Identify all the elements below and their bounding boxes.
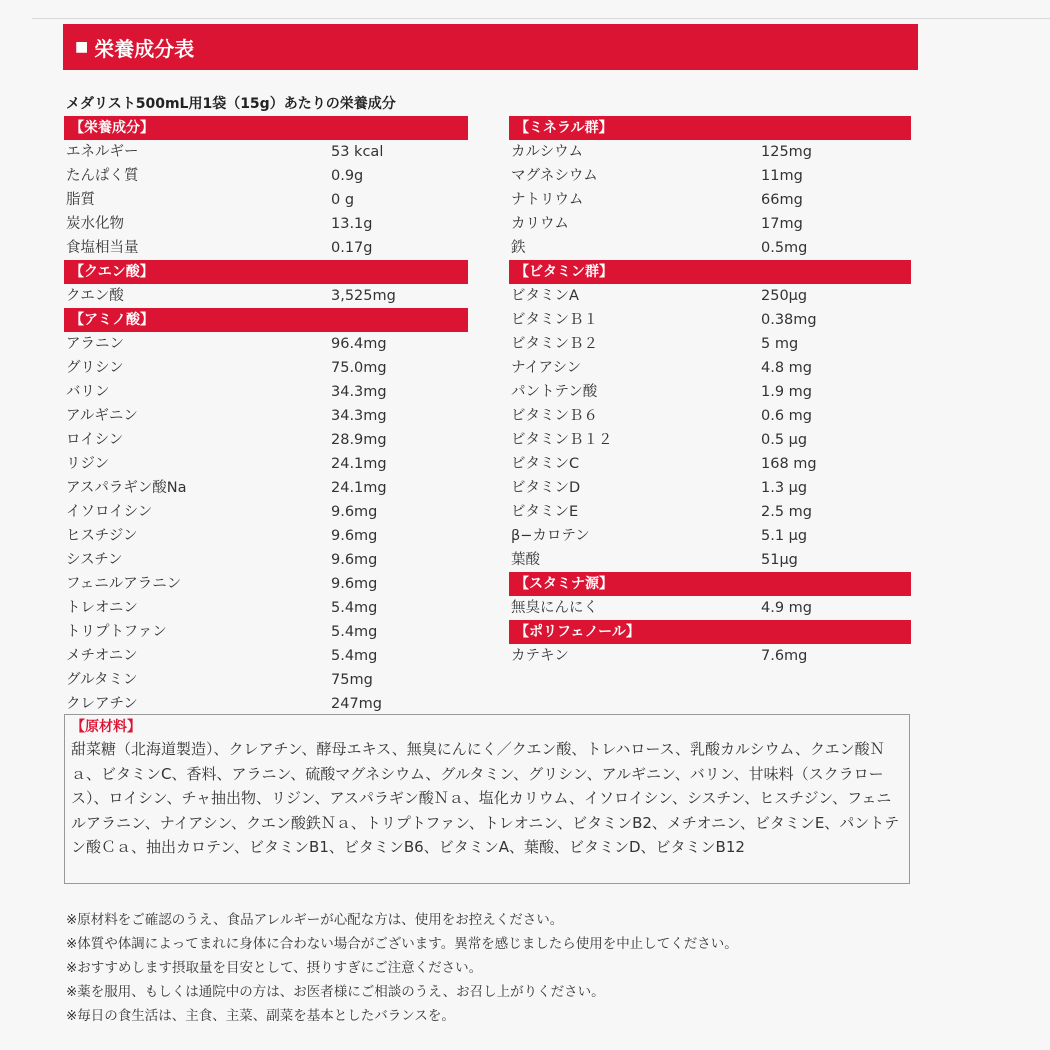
table-row <box>509 188 911 212</box>
category-heading: 【ポリフェノール】 <box>509 620 911 644</box>
nutrient-name: ビタミンC <box>511 456 580 472</box>
table-row <box>509 596 911 620</box>
table-row <box>64 620 468 644</box>
nutrient-amount: 247mg <box>331 696 383 712</box>
nutrient-amount: 0.9g <box>331 168 364 184</box>
nutrient-name: 炭水化物 <box>66 216 124 232</box>
nutrient-name: バリン <box>66 384 110 400</box>
table-row <box>509 404 911 428</box>
nutrient-amount: 75.0mg <box>331 360 387 376</box>
table-row <box>64 524 468 548</box>
nutrient-name: グルタミン <box>66 672 138 688</box>
nutrient-amount: 9.6mg <box>331 552 378 568</box>
nutrient-name: カルシウム <box>511 144 583 160</box>
group-polyphenol <box>509 620 911 668</box>
nutrient-name: エネルギー <box>66 144 139 160</box>
table-row <box>64 140 468 164</box>
nutrient-amount: 250μg <box>761 288 808 304</box>
table-row <box>64 404 468 428</box>
table-row <box>64 356 468 380</box>
nutrient-amount: 0.5 μg <box>761 432 808 448</box>
table-row <box>64 164 468 188</box>
nutrient-name: 鉄 <box>511 240 526 256</box>
nutrient-name: ビタミンＢ１２ <box>511 432 613 448</box>
ingredients-box <box>64 714 910 884</box>
nutrient-amount: 2.5 mg <box>761 504 812 520</box>
note-line: ※薬を服用、もしくは通院中の方は、お医者様にご相談のうえ、お召し上がりください。 <box>66 984 605 1000</box>
category-heading: 【クエン酸】 <box>64 260 468 284</box>
table-row <box>509 140 911 164</box>
table-row <box>64 380 468 404</box>
nutrient-name: 食塩相当量 <box>66 240 139 256</box>
table-row <box>509 500 911 524</box>
nutrient-amount: 28.9mg <box>331 432 387 448</box>
nutrient-amount: 34.3mg <box>331 384 387 400</box>
table-row <box>509 236 911 260</box>
nutrition-table-left <box>64 116 468 716</box>
nutrient-name: パントテン酸 <box>511 384 598 400</box>
table-row <box>64 212 468 236</box>
top-divider <box>32 18 1050 19</box>
table-row <box>509 452 911 476</box>
table-row <box>64 668 468 692</box>
note-line: ※原材料をご確認のうえ、食品アレルギーが心配な方は、使用をお控えください。 <box>66 912 564 928</box>
nutrient-name: β−カロテン <box>511 528 590 544</box>
nutrient-name: ビタミンＢ２ <box>511 336 598 352</box>
square-bullet-icon: ■ <box>75 39 89 55</box>
table-row <box>509 284 911 308</box>
nutrient-amount: 34.3mg <box>331 408 387 424</box>
nutrient-name: カテキン <box>511 648 569 664</box>
nutrient-amount: 9.6mg <box>331 504 378 520</box>
table-row <box>509 380 911 404</box>
section-header <box>63 24 918 70</box>
nutrient-amount: 168 mg <box>761 456 817 472</box>
table-row <box>64 572 468 596</box>
ingredients-text: 甜菜糖（北海道製造）、クレアチン、酵母エキス、無臭にんにく／クエン酸、トレハロース、乳酸カルシウム、クエン酸Ｎａ、ビタミンC、香料、アラニン、硫酸マグネシウム、グルタミン、グリシン、アルギニン、バリン、甘味料（スクラロース）、ロイシン、チャ抽出物、リジン、アスパラギン酸Ｎａ、塩化カリウム、イソロイシン、シスチン、ヒスチジン、フェニルアラニン、ナイアシン、クエン酸鉄Ｎａ、トリプトファン、トレオニン、ビタミンB2、メチオニン、ビタミンE、パントテン酸Ｃａ、抽出カロテン、ビタミンB1、ビタミンB6、ビタミンA、葉酸、ビタミンD、ビタミンB12 <box>71 740 900 856</box>
table-row <box>64 452 468 476</box>
nutrient-amount: 3,525mg <box>331 288 396 304</box>
nutrition-table-right <box>509 116 911 668</box>
nutrient-name: アスパラギン酸Na <box>66 480 187 496</box>
nutrient-name: 葉酸 <box>511 552 540 568</box>
note-line: ※体質や体調によってまれに身体に合わない場合がございます。異常を感じましたら使用を中止してください。 <box>66 936 738 952</box>
nutrient-name: クレアチン <box>66 696 138 712</box>
group-amino-acids <box>64 308 468 716</box>
group-vitamins <box>509 260 911 572</box>
nutrient-amount: 4.8 mg <box>761 360 812 376</box>
nutrient-amount: 0.38mg <box>761 312 817 328</box>
nutrient-name: たんぱく質 <box>66 168 139 184</box>
nutrient-amount: 24.1mg <box>331 456 387 472</box>
table-row <box>509 524 911 548</box>
nutrient-amount: 51μg <box>761 552 798 568</box>
table-row <box>64 284 468 308</box>
table-row <box>509 332 911 356</box>
nutrient-amount: 13.1g <box>331 216 373 232</box>
nutrient-name: ビタミンA <box>511 288 579 304</box>
nutrient-amount: 5.4mg <box>331 600 378 616</box>
nutrient-amount: 0.6 mg <box>761 408 812 424</box>
ingredients-heading: 【原材料】 <box>71 719 141 735</box>
nutrient-name: ナトリウム <box>511 192 584 208</box>
nutrient-name: メチオニン <box>66 648 138 664</box>
nutrient-name: ビタミンＢ６ <box>511 408 598 424</box>
nutrient-amount: 1.3 μg <box>761 480 808 496</box>
nutrient-amount: 4.9 mg <box>761 600 812 616</box>
nutrient-amount: 66mg <box>761 192 803 208</box>
note-line: ※毎日の食生活は、主食、主菜、副菜を基本としたバランスを。 <box>66 1008 455 1024</box>
table-row <box>64 428 468 452</box>
caution-notes <box>66 908 966 1028</box>
category-heading: 【スタミナ源】 <box>509 572 911 596</box>
nutrient-name: フェニルアラニン <box>66 576 182 592</box>
nutrient-amount: 0.17g <box>331 240 373 256</box>
nutrient-amount: 1.9 mg <box>761 384 812 400</box>
nutrient-amount: 17mg <box>761 216 803 232</box>
nutrient-name: リジン <box>66 456 110 472</box>
table-row <box>64 188 468 212</box>
nutrient-amount: 9.6mg <box>331 576 378 592</box>
nutrient-amount: 125mg <box>761 144 813 160</box>
nutrient-amount: 96.4mg <box>331 336 387 352</box>
nutrient-amount: 9.6mg <box>331 528 378 544</box>
nutrient-name: グリシン <box>66 360 124 376</box>
nutrient-name: ビタミンＢ１ <box>511 312 598 328</box>
nutrient-name: マグネシウム <box>511 168 598 184</box>
nutrient-amount: 0.5mg <box>761 240 808 256</box>
nutrient-name: 脂質 <box>66 192 95 208</box>
table-row <box>64 476 468 500</box>
nutrient-name: クエン酸 <box>66 288 124 304</box>
note-line: ※おすすめします摂取量を目安として、摂りすぎにご注意ください。 <box>66 960 483 976</box>
table-row <box>64 332 468 356</box>
category-heading: 【栄養成分】 <box>64 116 468 140</box>
section-title: 栄養成分表 <box>94 36 195 61</box>
nutrient-name: ロイシン <box>66 432 124 448</box>
nutrient-amount: 24.1mg <box>331 480 387 496</box>
table-row <box>509 308 911 332</box>
nutrient-amount: 5.4mg <box>331 648 378 664</box>
nutrient-name: シスチン <box>66 552 123 568</box>
table-row <box>509 644 911 668</box>
nutrient-name: トリプトファン <box>66 624 167 640</box>
table-row <box>509 212 911 236</box>
nutrient-amount: 5.4mg <box>331 624 378 640</box>
serving-subtitle: メダリスト500mL用1袋（15g）あたりの栄養成分 <box>66 96 396 112</box>
group-nutrition <box>64 116 468 260</box>
group-minerals <box>509 116 911 260</box>
table-row <box>64 596 468 620</box>
group-citric-acid <box>64 260 468 308</box>
nutrient-amount: 0 g <box>331 192 355 208</box>
table-row <box>64 236 468 260</box>
nutrient-amount: 53 kcal <box>331 144 384 160</box>
table-row <box>64 644 468 668</box>
category-heading: 【ビタミン群】 <box>509 260 911 284</box>
nutrient-name: ビタミンE <box>511 504 579 520</box>
nutrient-name: アルギニン <box>66 408 138 424</box>
nutrient-name: 無臭にんにく <box>511 600 598 616</box>
nutrient-name: アラニン <box>66 336 124 352</box>
nutrient-amount: 11mg <box>761 168 803 184</box>
nutrient-amount: 5.1 μg <box>761 528 808 544</box>
nutrient-name: イソロイシン <box>66 504 153 520</box>
group-stamina <box>509 572 911 620</box>
nutrient-amount: 5 mg <box>761 336 799 352</box>
table-row <box>509 164 911 188</box>
nutrient-amount: 75mg <box>331 672 373 688</box>
table-row <box>64 692 468 716</box>
table-row <box>509 548 911 572</box>
nutrient-amount: 7.6mg <box>761 648 808 664</box>
table-row <box>509 428 911 452</box>
nutrient-name: トレオニン <box>66 600 138 616</box>
nutrient-name: ヒスチジン <box>66 528 138 544</box>
nutrient-name: カリウム <box>511 216 569 232</box>
category-heading: 【ミネラル群】 <box>509 116 911 140</box>
nutrient-name: ナイアシン <box>511 360 582 376</box>
table-row <box>64 548 468 572</box>
table-row <box>64 500 468 524</box>
nutrient-name: ビタミンD <box>511 480 581 496</box>
table-row <box>509 356 911 380</box>
table-row <box>509 476 911 500</box>
category-heading: 【アミノ酸】 <box>64 308 468 332</box>
